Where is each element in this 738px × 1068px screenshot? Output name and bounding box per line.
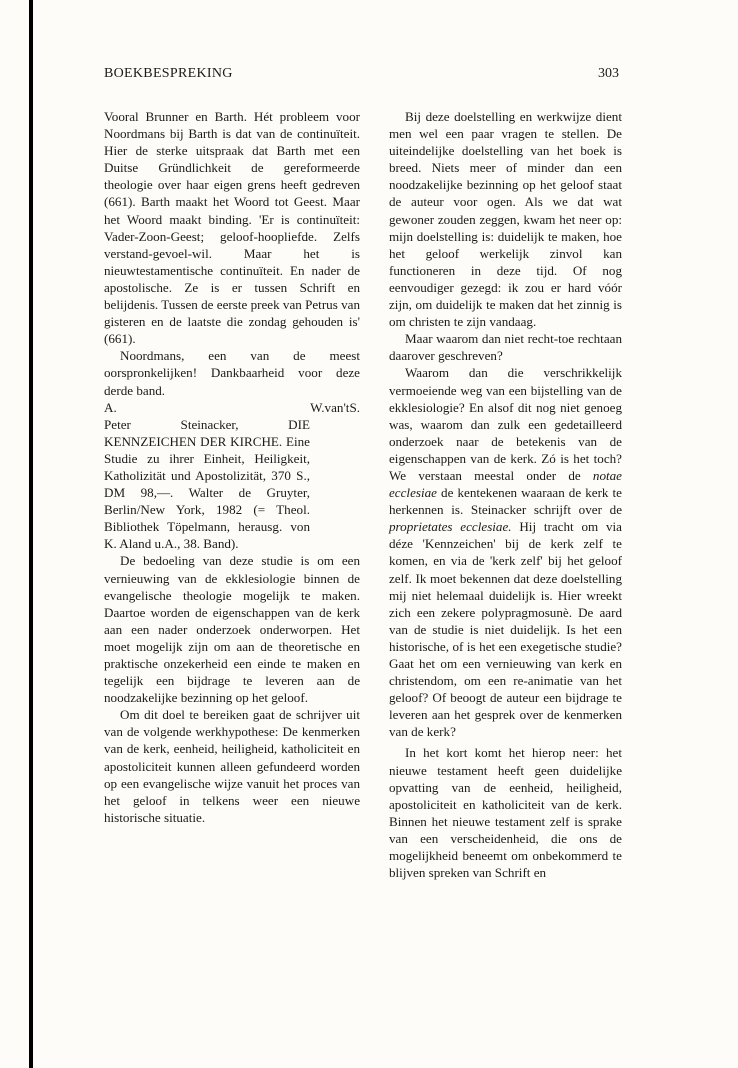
paragraph: Bij deze doelstelling en werkwijze dient men wel een paar vragen te stellen. De uiteindelijke doelstelling van het boek is breed. Niets meer of minder dan een noodzakelijke bezinning op het geloof staat de auteur voor ogen. Als we dat wat gewoner zouden zeggen, kwam het neer op: mijn doelstelling is: duidelijk te maken, hoe het geloof werkelijk zinvol kan functioneren in deze tijd. Of nog eenvoudiger gezegd: ik zou er hard vóór zijn, om duidelijk te maken dat het zinnig is om christen te zijn vandaag. (389, 109, 622, 330)
left-column (104, 108, 360, 826)
page-margin (0, 0, 29, 1068)
text-run: Waarom dan die verschrikkelijk vermoeiende weg van een bijstelling van de ekklesiologie? En alsof dit nog niet genoeg was, waarom dan zulk een gedetailleerd onderzoek naar de betekenis van de eigenschappen van de kerk. Zó is het toch? We verstaan meestal onder de (389, 365, 622, 483)
paragraph: Vooral Brunner en Barth. Hét probleem voor Noordmans bij Barth is dat van de continuïteit. Hier de sterke uitspraak dat Barth met een Duitse Gründlichkeit de gereformeerde theologie over haar eigen grens heeft gedreven (661). Barth maakt het Woord tot Geest. Maar het Woord maakt binding. 'Er is continuïteit: Vader-Zoon-Geest; geloof-hoopliefde. Zelfs verstand-gevoel-wil. Maar het is nieuwtestamentische continuïteit. En nader de apostolische. Ze is er tussen Schrift en belijdenis. Tussen de eerste preek van Petrus van gisteren en de laatste die zondag gehouden is' (661). (104, 109, 361, 347)
text-run: Hij tracht om via déze 'Kennzeichen' bij de kerk zelf te komen, en via de 'kerk zelf' bij het geloof zelf. Ik moet bekennen dat deze doelstelling mij niet helemaal duidelijk is. Hier wreekt zich een zekere polypragmosunè. De aard van de studie is niet duidelijk. Is het een historische, of is het een exegetische studie? Gaat het om een vernieuwing van kerk en christendom, om een re-animatie van het geloof? Of beoogt de auteur een bijdrage te leveren aan het gesprek over de kenmerken van de kerk? (389, 519, 622, 740)
book-citation: Peter Steinacker, DIE KENNZEICHEN DER KIRCHE. Eine Studie zu ihrer Einheit, Heiligkeit, Katholizität und Apostolizität, 370 S., DM 98,—. Walter de Gruyter, Berlin/New York, 1982 (= Theol. Bibliothek Töpelmann, herausg. von K. Aland u.A., 38. Band). (104, 416, 310, 552)
signature-line (104, 399, 360, 416)
paragraph (389, 364, 622, 740)
reviewer-signature: W.van'tS. (310, 399, 360, 415)
binding-edge (29, 0, 33, 1068)
text-run: de kentekenen waaraan de kerk te herkennen is. Steinacker schrijft over de (389, 485, 622, 518)
paragraph: Noordmans, een van de meest oorspronkelijken! Dankbaarheid voor deze derde band. (104, 348, 360, 398)
page-number: 303 (598, 66, 619, 81)
latin-term: proprietates ecclesiae. (389, 519, 512, 535)
running-header: BOEKBESPREKING (104, 66, 233, 81)
paragraph: De bedoeling van deze studie is om een vernieuwing van de ekklesiologie binnen de evangelische theologie mogelijk te maken. Daartoe worden de eigenschappen van de kerk aan een nader onderzoek onderworpen. Het moet mogelijk zijn om aan de theoretische en praktische onzekerheid een einde te maken en tegelijk een bijdrage te leveren aan de noodzakelijke bezinning op het geloof. (104, 553, 360, 706)
paragraph: In het kort komt het hierop neer: het nieuwe testament heeft geen duidelijke opvatting van de eenheid, heiligheid, apostoliciteit en katholiciteit van de kerk. Binnen het nieuwe testament zelf is sprake van een verscheidenheid, die ons de mogelijkheid beneemt om onbekommerd te blijven spreken van Schrift en (389, 745, 622, 881)
right-column (389, 108, 622, 881)
signature-initial: A. (104, 399, 117, 415)
paragraph: Maar waarom dan niet recht-toe rechtaan daarover geschreven? (389, 331, 622, 364)
paragraph: Om dit doel te bereiken gaat de schrijver uit van de volgende werkhypothese: De kenmerken van de kerk, eenheid, heiligheid, katholiciteit en apostoliciteit kunnen alleen gefundeerd worden op een evangelische wijze vanuit het proces van het geloof in telkens weer een nieuwe historische situatie. (104, 707, 360, 825)
latin-term: notae ecclesiae (389, 467, 622, 501)
